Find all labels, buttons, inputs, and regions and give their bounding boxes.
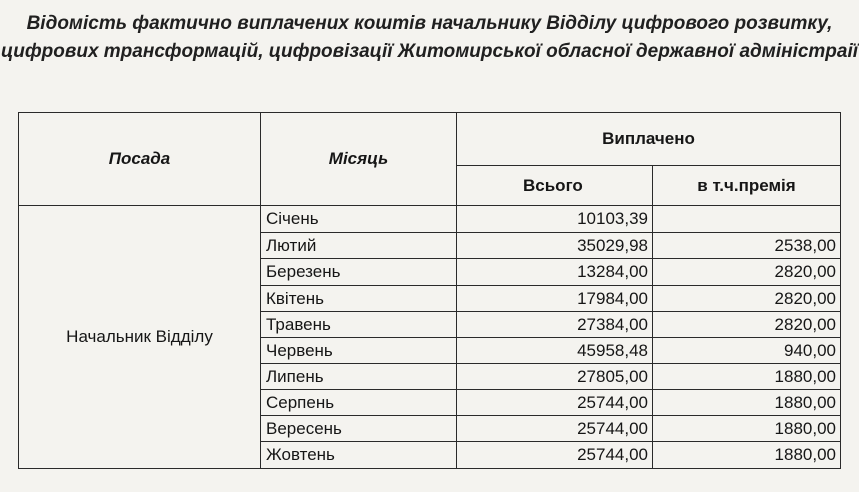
total-cell: 35029,98 xyxy=(457,233,653,259)
header-paid: Виплачено xyxy=(457,113,841,166)
title-line-1: Відомість фактично виплачених коштів начальнику Відділу цифрового розвитку, xyxy=(26,13,833,34)
month-cell: Серпень xyxy=(261,390,457,416)
header-position: Посада xyxy=(19,113,261,206)
month-cell: Квітень xyxy=(261,286,457,312)
bonus-cell: 1880,00 xyxy=(653,390,841,416)
bonus-cell: 2538,00 xyxy=(653,233,841,259)
total-cell: 10103,39 xyxy=(457,206,653,233)
header-total: Всього xyxy=(457,166,653,206)
month-cell: Лютий xyxy=(261,233,457,259)
bonus-cell: 2820,00 xyxy=(653,259,841,286)
payments-table xyxy=(18,112,841,469)
bonus-cell xyxy=(653,206,841,233)
month-cell: Березень xyxy=(261,259,457,286)
total-cell: 25744,00 xyxy=(457,442,653,469)
title-line-2: цифрових трансформацій, цифровізації Житомирської обласної державної адміністраії xyxy=(0,41,859,62)
total-cell: 45958,48 xyxy=(457,338,653,364)
month-cell: Вересень xyxy=(261,416,457,442)
total-cell: 13284,00 xyxy=(457,259,653,286)
month-cell: Жовтень xyxy=(261,442,457,469)
total-cell: 25744,00 xyxy=(457,390,653,416)
bonus-cell: 2820,00 xyxy=(653,286,841,312)
bonus-cell: 1880,00 xyxy=(653,364,841,390)
document-title xyxy=(0,10,859,66)
bonus-cell: 1880,00 xyxy=(653,416,841,442)
total-cell: 17984,00 xyxy=(457,286,653,312)
month-cell: Травень xyxy=(261,312,457,338)
header-bonus: в т.ч.премія xyxy=(653,166,841,206)
total-cell: 27384,00 xyxy=(457,312,653,338)
bonus-cell: 2820,00 xyxy=(653,312,841,338)
total-cell: 25744,00 xyxy=(457,416,653,442)
month-cell: Червень xyxy=(261,338,457,364)
bonus-cell: 940,00 xyxy=(653,338,841,364)
month-cell: Січень xyxy=(261,206,457,233)
position-cell: Начальник Відділу xyxy=(19,206,261,469)
bonus-cell: 1880,00 xyxy=(653,442,841,469)
table-row xyxy=(19,206,841,233)
header-month: Місяць xyxy=(261,113,457,206)
total-cell: 27805,00 xyxy=(457,364,653,390)
month-cell: Липень xyxy=(261,364,457,390)
